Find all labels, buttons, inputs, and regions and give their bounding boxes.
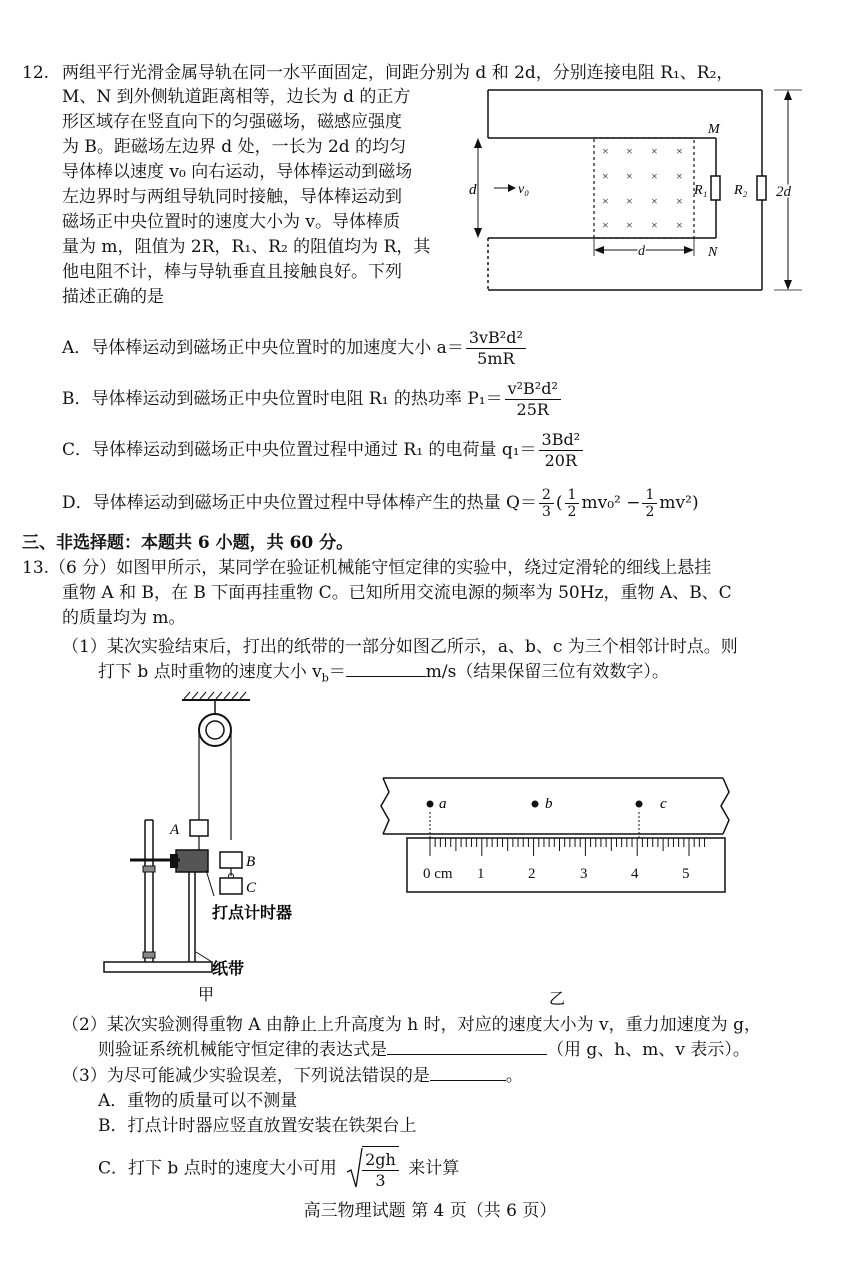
q13-part3-line: （3）为尽可能减少实验误差，下列说法错误的是 。 (62, 1066, 523, 1086)
rail-diagram (470, 78, 810, 300)
q12-text-line: 磁场正中央位置时的速度大小为 v。导体棒质 (62, 212, 401, 232)
label-n: N (708, 245, 718, 260)
caption-yi: 乙 (549, 991, 566, 1008)
q12-text-line: 为 B。距磁场左边界 d 处，一长为 2d 的均匀 (62, 137, 407, 157)
svg-text:×: × (676, 218, 683, 232)
label-d-left: d (469, 182, 477, 198)
q12-text-line: 左边界时与两组导轨同时接触，导体棒运动到 (62, 187, 402, 207)
resistor-r2 (757, 176, 766, 200)
answer-blank-expression[interactable] (387, 1054, 547, 1055)
label-pt-c: c (660, 796, 667, 812)
q12-text-line: 描述正确的是 (62, 287, 164, 307)
label-2d: 2d (776, 184, 791, 200)
ruler-label: 4 (631, 866, 639, 882)
ruler-label: 5 (682, 866, 690, 882)
q12-number: 12. (22, 63, 50, 83)
sqrt-expression: $\frac{2gh}{3}$ (346, 1146, 399, 1192)
svg-text:×: × (676, 144, 683, 158)
ruler-label: 2 (528, 866, 536, 882)
resistor-r1 (711, 176, 720, 200)
label-r1: R₁ (694, 183, 708, 198)
point-c (636, 801, 643, 808)
svg-text:×: × (651, 194, 658, 208)
q13-part3-option-a: A．重物的质量可以不测量 (98, 1091, 298, 1111)
q12-option-c: C．导体棒运动到磁场正中央位置过程中通过 R₁ 的电荷量 q₁＝ $\frac{\text{3Bd²}}{20R}$ (62, 428, 585, 472)
q13-text-line: 13.（6 分）如图甲所示，某同学在验证机械能守恒定律的实验中，绕过定滑轮的细线上悬挂 (22, 558, 712, 578)
q12-option-d: D．导体棒运动到磁场正中央位置过程中导体棒产生的热量 Q＝ $\frac{2}{3}$ ( $\frac{1}{2}$ mv₀² − $\frac{1}{2}$ mv²) (62, 487, 699, 520)
weight-c (220, 878, 242, 894)
figure-jia (100, 690, 340, 1010)
q12-option-a: A．导体棒运动到磁场正中央位置时的加速度大小 a＝ $\frac{\text{3vB²d²}}{5mR}$ (62, 326, 528, 370)
q13-part3-option-b: B．打点计时器应竖直放置安装在铁架台上 (98, 1116, 417, 1136)
svg-text:×: × (602, 169, 609, 183)
ruler-label: 3 (580, 866, 588, 882)
q12-text-line: M、N 到外侧轨道距离相等，边长为 d 的正方 (62, 87, 411, 107)
tape-label: 纸带 (212, 961, 245, 978)
label-r2: R₂ (734, 183, 748, 198)
q13-part1-line: 打下 b 点时重物的速度大小 $v_b= m/s$（结果保留三位有效数字）。 (98, 662, 669, 685)
q13-text-line: 重物 A 和 B，在 B 下面再挂重物 C。已知所用交流电源的频率为 50Hz，重物 A、B、C (62, 583, 732, 603)
q12-text-line: 他电阻不计，棒与导轨垂直且接触良好。下列 (62, 262, 402, 282)
svg-text:×: × (651, 169, 658, 183)
q13-part3-option-c: C．打下 b 点时的速度大小可用 $\frac{2gh}{3}$ 来计算 (98, 1146, 459, 1190)
label-a: A (170, 822, 180, 838)
q12-text-line: 两组平行光滑金属导轨在同一水平面固定，间距分别为 d 和 2d，分别连接电阻 R₁、R₂， (62, 63, 734, 83)
answer-blank-vb[interactable] (346, 676, 426, 677)
svg-text:×: × (676, 194, 683, 208)
q13-text-line: 的质量均为 m。 (62, 608, 186, 628)
q13-part2-line: （2）某次实验测得重物 A 由静止上升高度为 h 时，对应的速度大小为 v，重力加速度为 g， (62, 1015, 761, 1035)
weight-b (220, 852, 242, 868)
q12-text-line: 导体棒以速度 v₀ 向右运动，导体棒运动到磁场 (62, 162, 413, 182)
caption-jia: 甲 (198, 987, 215, 1004)
svg-text:×: × (651, 218, 658, 232)
label-m: M (708, 122, 720, 137)
label-v0: v₀ (518, 182, 530, 197)
page-footer: 高三物理试题 第 4 页（共 6 页） (303, 1201, 557, 1221)
svg-text:×: × (602, 218, 609, 232)
svg-text:×: × (626, 144, 633, 158)
label-b: B (246, 854, 256, 870)
ruler-label: 0 cm (423, 866, 453, 882)
timer (176, 850, 208, 872)
label-pt-a: a (439, 796, 447, 812)
weight-a (190, 820, 208, 836)
point-b (532, 801, 539, 808)
ruler (407, 838, 725, 892)
pulley (199, 714, 231, 746)
q12-option-b: B．导体棒运动到磁场正中央位置时电阻 R₁ 的热功率 P₁＝ $\frac{\text{v²B²d²}}{25R}$ (62, 377, 563, 421)
figure-yi (375, 768, 735, 1008)
q13-part2-line: 则验证系统机械能守恒定律的表达式是 （用 g、h、m、v 表示）。 (98, 1040, 750, 1060)
svg-text:×: × (651, 144, 658, 158)
label-c: C (246, 880, 257, 896)
svg-text:×: × (626, 218, 633, 232)
label-d-bottom: d (638, 244, 645, 259)
answer-blank-choice[interactable] (430, 1080, 506, 1081)
svg-text:×: × (676, 169, 683, 183)
timer-label: 打点计时器 (212, 905, 293, 922)
svg-text:×: × (626, 194, 633, 208)
point-a (427, 801, 434, 808)
q12-text-line: 量为 m，阻值为 2R，R₁、R₂ 的阻值均为 R，其 (62, 237, 431, 257)
field-crosses (602, 144, 683, 232)
ruler-label: 1 (477, 866, 485, 882)
svg-text:×: × (626, 169, 633, 183)
q13-part1-line: （1）某次实验结束后，打出的纸带的一部分如图乙所示，a、b、c 为三个相邻计时点。则 (62, 637, 738, 657)
label-pt-b: b (545, 796, 553, 812)
svg-text:×: × (602, 194, 609, 208)
svg-text:×: × (602, 144, 609, 158)
section-title: 三、非选择题：本题共 6 小题，共 60 分。 (22, 533, 354, 553)
q12-text-line: 形区域存在竖直向下的匀强磁场，磁感应强度 (62, 112, 402, 132)
